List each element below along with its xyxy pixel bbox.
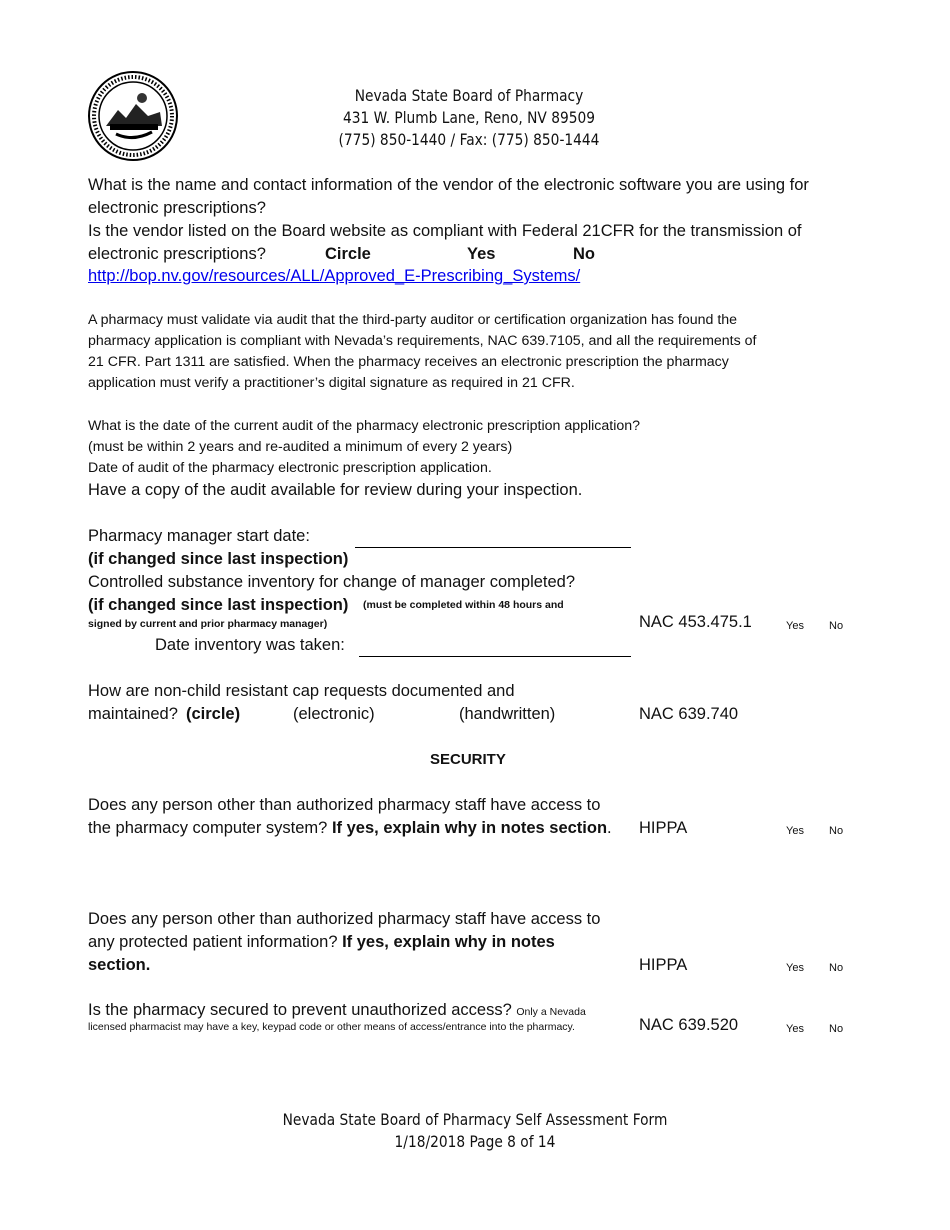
org-phone: (775) 850-1440 / Fax: (775) 850-1444: [338, 130, 600, 149]
manager-start-label: Pharmacy manager start date:: [88, 527, 310, 545]
security-q2-ref: HIPPA: [639, 956, 688, 974]
security-q1-text: the pharmacy computer system?: [88, 819, 328, 837]
compliance-no[interactable]: No: [573, 245, 595, 263]
security-q3-yes[interactable]: Yes: [786, 1023, 804, 1035]
audit-date-label: Date of audit of the pharmacy electronic prescription application.: [88, 460, 492, 476]
manager-no[interactable]: No: [829, 620, 844, 632]
inventory-if-changed: (if changed since last inspection): [88, 596, 349, 614]
security-q3-note-a: Only a Nevada: [516, 1006, 586, 1018]
cap-question-line2: maintained?: [88, 705, 178, 723]
audit-copy-note: Have a copy of the audit available for review during your inspection.: [88, 481, 583, 499]
audit-date-question: What is the date of the current audit of the pharmacy electronic prescription application?: [88, 418, 641, 434]
security-q3-text: Is the pharmacy secured to prevent unauthorized access?: [88, 1001, 512, 1019]
cap-electronic-option[interactable]: (electronic): [293, 705, 375, 723]
inventory-date-field[interactable]: [359, 656, 631, 657]
manager-nac-ref: NAC 453.475.1: [639, 613, 752, 631]
state-seal: [86, 70, 180, 162]
security-q1-line2: [88, 817, 612, 840]
inventory-note-b: signed by current and prior pharmacy manager): [88, 618, 328, 630]
audit-paragraph-line1: A pharmacy must validate via audit that the third-party auditor or certification organization has found the: [88, 312, 738, 328]
compliance-yes[interactable]: Yes: [467, 245, 496, 263]
manager-start-field[interactable]: [355, 547, 631, 548]
security-q1-ref: HIPPA: [639, 819, 688, 837]
security-q2-line1: Does any person other than authorized pharmacy staff have access to: [88, 910, 601, 928]
cap-question-line1: How are non-child resistant cap requests documented and: [88, 682, 515, 700]
inventory-date-label: Date inventory was taken:: [155, 636, 345, 654]
manager-if-changed: (if changed since last inspection): [88, 550, 349, 568]
footer-title: Nevada State Board of Pharmacy Self Assessment Form: [282, 1110, 668, 1129]
cap-circle: (circle): [186, 705, 241, 723]
security-q2-instruction: If yes, explain why in notes: [342, 933, 555, 951]
approved-systems-link[interactable]: http://bop.nv.gov/resources/ALL/Approved_E-Prescribing_Systems/: [88, 267, 581, 285]
audit-paragraph-line3: 21 CFR. Part 1311 are satisfied. When the pharmacy receives an electronic prescription the pharmacy: [88, 354, 729, 370]
inventory-question: Controlled substance inventory for change of manager completed?: [88, 573, 576, 591]
vendor-question-line1: What is the name and contact information of the vendor of the electronic software you are using for: [88, 176, 809, 194]
audit-paragraph-line2: pharmacy application is compliant with Nevada’s requirements, NAC 639.7105, and all the requirements of: [88, 333, 757, 349]
security-q2-yes[interactable]: Yes: [786, 962, 804, 974]
circle-label: Circle: [325, 245, 371, 263]
compliance-question-line2: electronic prescriptions?: [88, 245, 266, 263]
vendor-question-line2: electronic prescriptions?: [88, 199, 266, 217]
security-q1-line1: Does any person other than authorized pharmacy staff have access to: [88, 796, 601, 814]
security-heading: SECURITY: [430, 751, 506, 768]
security-q2-text: any protected patient information?: [88, 933, 338, 951]
audit-paragraph-line4: application must verify a practitioner’s digital signature as required in 21 CFR.: [88, 375, 575, 391]
cap-nac-ref: NAC 639.740: [639, 705, 739, 723]
security-q1-no[interactable]: No: [829, 825, 844, 837]
security-q1-instruction: If yes, explain why in notes section: [331, 819, 608, 837]
security-q2-line3: section.: [88, 956, 151, 974]
audit-date-rule: (must be within 2 years and re-audited a minimum of every 2 years): [88, 439, 513, 455]
security-q3-ref: NAC 639.520: [639, 1016, 739, 1034]
security-q1-yes[interactable]: Yes: [786, 825, 804, 837]
security-q2-no[interactable]: No: [829, 962, 844, 974]
inventory-note-a: (must be completed within 48 hours and: [363, 599, 564, 611]
security-q1-period: .: [607, 819, 612, 837]
cap-handwritten-option[interactable]: (handwritten): [459, 705, 556, 723]
org-name: Nevada State Board of Pharmacy: [354, 86, 584, 105]
org-address: 431 W. Plumb Lane, Reno, NV 89509: [343, 108, 595, 127]
manager-yes[interactable]: Yes: [786, 620, 804, 632]
security-q3-note-b: licensed pharmacist may have a key, keypad code or other means of access/entrance into the pharmacy.: [88, 1021, 575, 1033]
security-q3-no[interactable]: No: [829, 1023, 844, 1035]
footer-page: 1/18/2018 Page 8 of 14: [394, 1132, 556, 1151]
compliance-question-line1: Is the vendor listed on the Board website as compliant with Federal 21CFR for the transmission of: [88, 222, 802, 240]
security-q2-line2: [88, 931, 555, 954]
